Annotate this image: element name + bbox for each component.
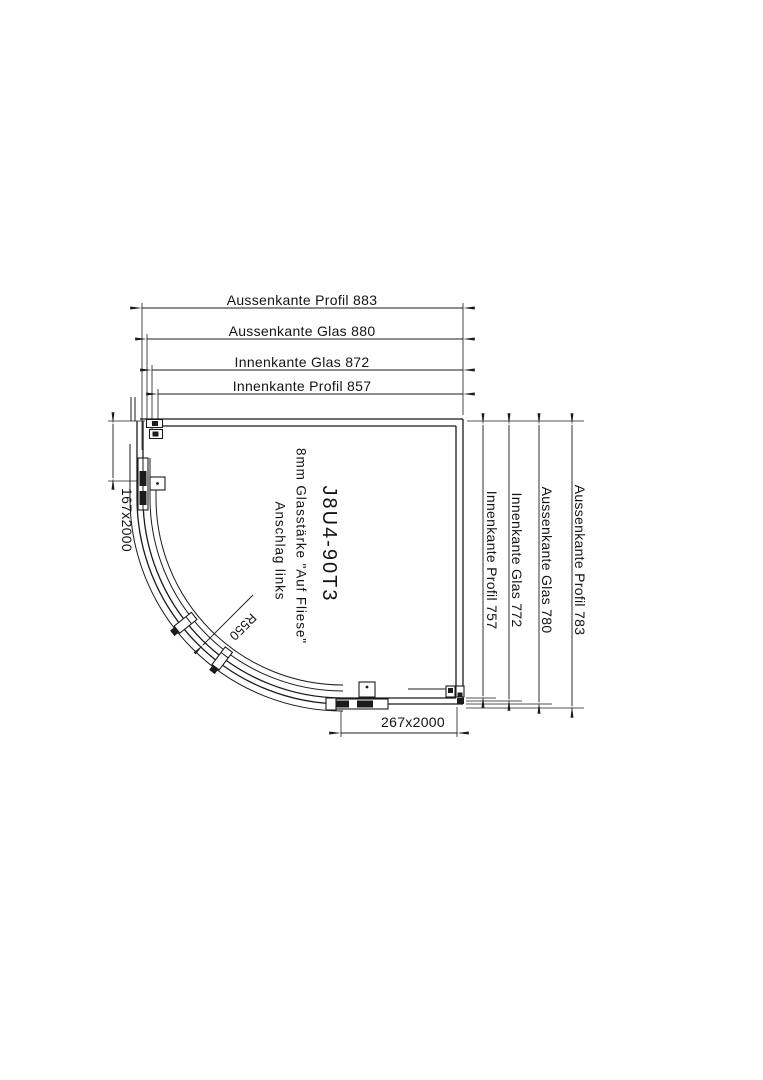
- radius-annotation: [203, 595, 260, 645]
- hinge-note-label: Anschlag links: [272, 501, 288, 601]
- roller-clip: [208, 647, 232, 675]
- door-arc-outer-profile: [130, 498, 343, 711]
- door-arc-track: [150, 498, 343, 691]
- dim-label-aussenkante-profil-883: Aussenkante Profil 883: [226, 292, 378, 308]
- model-number-label: J8U4-90T3: [318, 485, 340, 603]
- dim-label-bottom-door-267x2000: 267x2000: [381, 714, 445, 730]
- door-arc-track-inner: [156, 498, 343, 685]
- door-guide-bottom: [326, 682, 388, 710]
- dim-label-aussenkante-profil-783: Aussenkante Profil 783: [572, 484, 588, 636]
- magnet-strip-left: [138, 458, 148, 510]
- door-arc-glass-inner: [143, 498, 343, 698]
- dim-label-innenkante-glas-772: Innenkante Glas 772: [509, 492, 525, 628]
- dim-label-aussenkante-glas-780: Aussenkante Glas 780: [539, 486, 555, 634]
- right-dimensions: [466, 421, 588, 708]
- center-annotations: [273, 448, 341, 644]
- corner-bracket-top-left: [147, 420, 163, 439]
- dim-label-left-panel-167x2000: 167x2000: [119, 488, 135, 552]
- door-arc-glass-outer: [137, 498, 343, 704]
- dim-label-innenkante-glas-872: Innenkante Glas 872: [234, 354, 370, 370]
- glass-spec-label: 8mm Glasstärke "Auf Fliese": [293, 448, 309, 644]
- dim-label-aussenkante-glas-880: Aussenkante Glas 880: [228, 323, 376, 339]
- panel-clamp-left: [150, 477, 165, 490]
- corner-bracket-bottom-right: [446, 686, 464, 704]
- dim-label-innenkante-profil-757: Innenkante Profil 757: [484, 490, 500, 630]
- radius-label: R550: [226, 610, 260, 644]
- bottom-dimension: [341, 707, 457, 737]
- dim-label-innenkante-profil-857: Innenkante Profil 857: [232, 378, 372, 394]
